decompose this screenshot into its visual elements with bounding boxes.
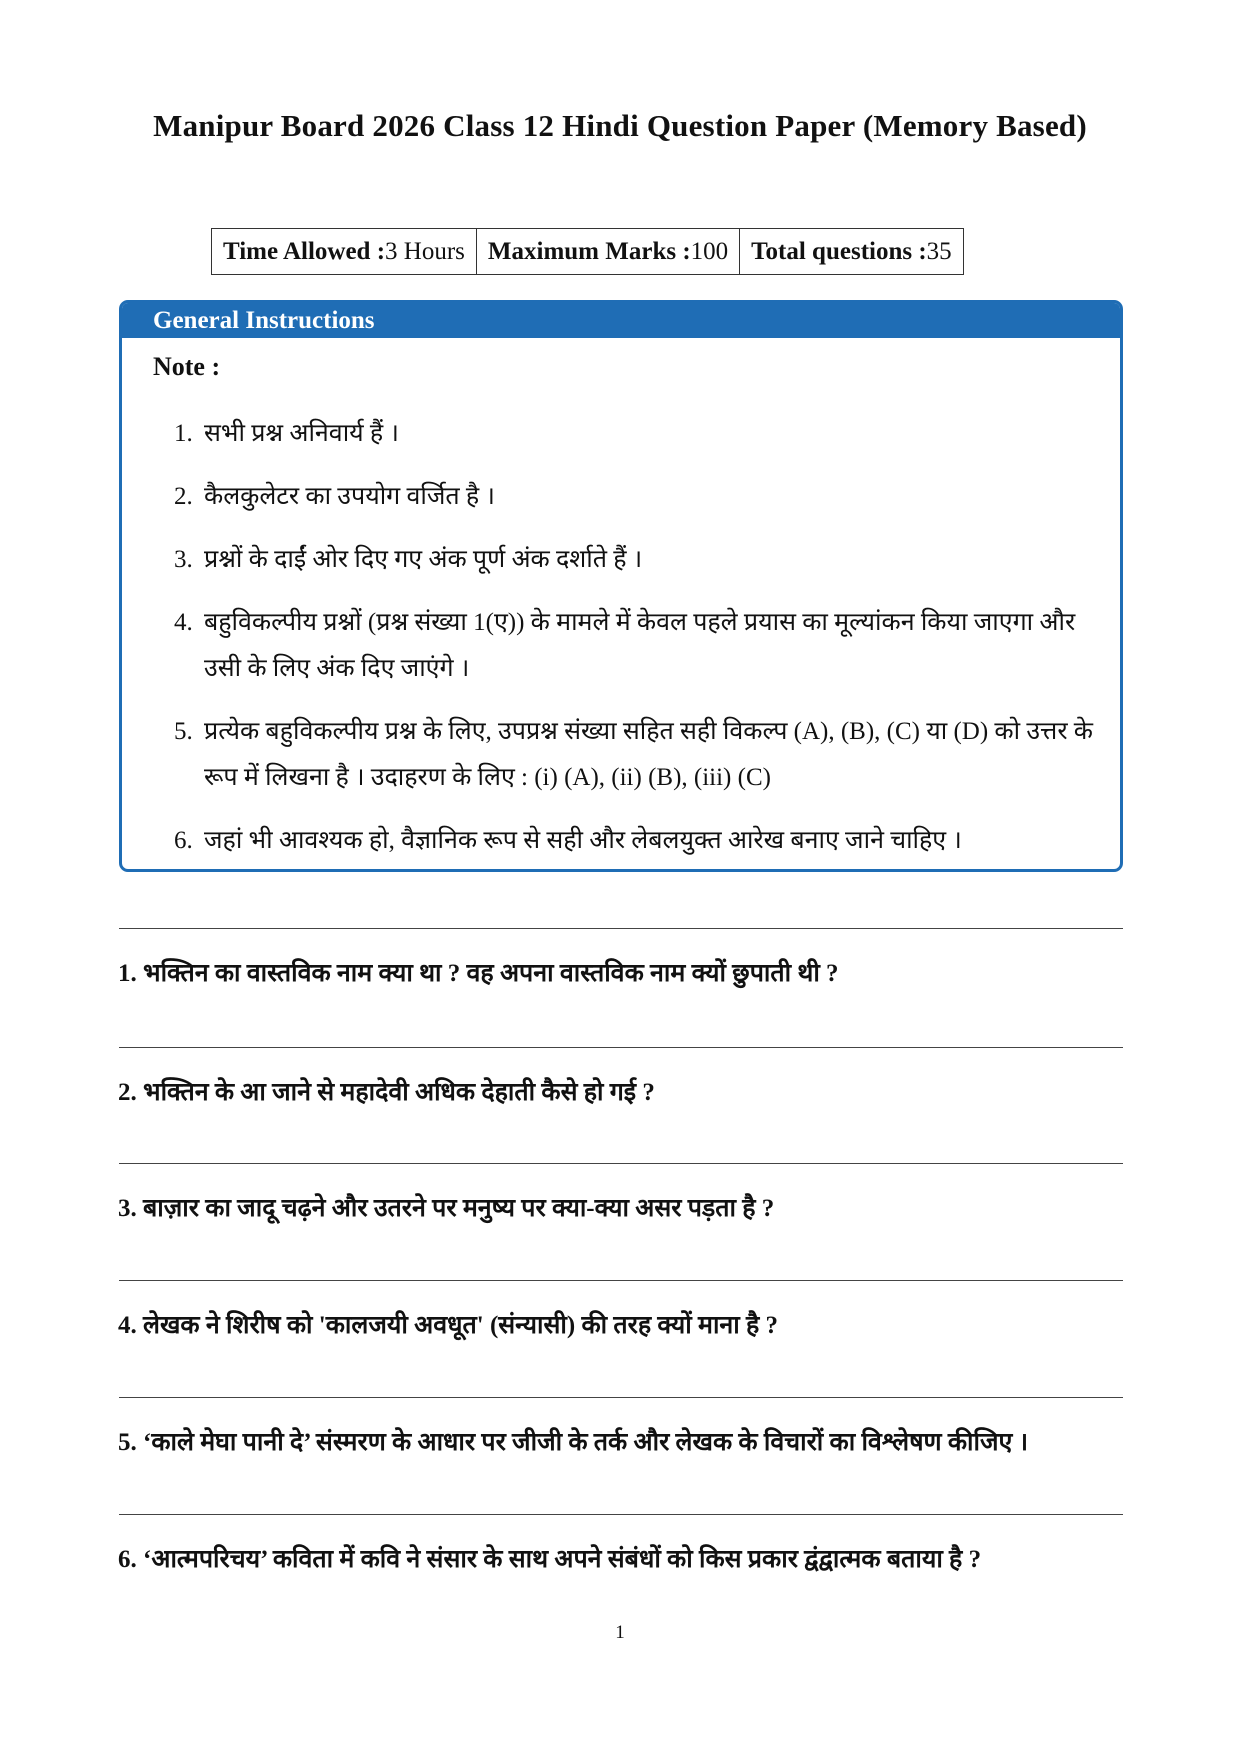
instruction-number: 6. — [174, 827, 193, 854]
exam-meta-table — [211, 228, 964, 275]
instruction-number: 1. — [174, 420, 193, 447]
instruction-item — [174, 537, 1094, 583]
instruction-text: प्रश्नों के दाईं ओर दिए गए अंक पूर्ण अंक दर्शाते हैं । — [204, 546, 643, 573]
maximum-marks-label: Maximum Marks : — [487, 237, 691, 265]
question-divider — [119, 1514, 1123, 1515]
question-divider — [119, 928, 1123, 929]
instruction-number: 2. — [174, 483, 193, 510]
instruction-item — [174, 709, 1094, 801]
instruction-number: 4. — [174, 609, 193, 636]
time-allowed-cell — [212, 229, 477, 274]
page-number: 1 — [615, 1622, 625, 1643]
question-divider — [119, 1397, 1123, 1398]
question-5: 5. ‘काले मेघा पानी दे’ संस्मरण के आधार पर जीजी के तर्क और लेखक के विचारों का विश्लेषण कीजिए । — [118, 1429, 1029, 1456]
question-divider — [119, 1163, 1123, 1164]
time-allowed-value: 3 Hours — [385, 237, 465, 265]
note-label: Note : — [153, 352, 221, 381]
question-6: 6. ‘आत्मपरिचय’ कविता में कवि ने संसार के साथ अपने संबंधों को किस प्रकार द्वंद्वात्मक बताया है ? — [118, 1546, 982, 1573]
general-instructions-box — [119, 300, 1123, 872]
question-1: 1. भक्तिन का वास्तविक नाम क्या था ? वह अपना वास्तविक नाम क्यों छुपाती थी ? — [118, 960, 839, 987]
maximum-marks-value: 100 — [690, 237, 729, 265]
question-2: 2. भक्तिन के आ जाने से महादेवी अधिक देहाती कैसे हो गई ? — [118, 1079, 655, 1106]
instruction-text: कैलकुलेटर का उपयोग वर्जित है । — [204, 483, 495, 510]
instruction-number: 5. — [174, 718, 193, 745]
general-instructions-heading: General Instructions — [122, 303, 1120, 338]
page-title: Manipur Board 2026 Class 12 Hindi Question Paper (Memory Based) — [153, 108, 1087, 143]
question-4: 4. लेखक ने शिरीष को 'कालजयी अवधूत' (संन्यासी) की तरह क्यों माना है ? — [118, 1312, 779, 1339]
instruction-item — [174, 474, 1094, 520]
question-divider — [119, 1280, 1123, 1281]
time-allowed-label: Time Allowed : — [223, 237, 386, 265]
question-divider — [119, 1047, 1123, 1048]
total-questions-label: Total questions : — [751, 237, 927, 265]
question-3: 3. बाज़ार का जादू चढ़ने और उतरने पर मनुष्य पर क्या-क्या असर पड़ता है ? — [118, 1195, 775, 1222]
instruction-item — [174, 818, 1094, 864]
instruction-list — [174, 411, 1094, 872]
instruction-text: जहां भी आवश्यक हो, वैज्ञानिक रूप से सही और लेबलयुक्त आरेख बनाए जाने चाहिए । — [204, 827, 962, 854]
instruction-number: 3. — [174, 546, 193, 573]
instruction-item — [174, 411, 1094, 457]
total-questions-value: 35 — [926, 237, 952, 265]
maximum-marks-cell — [477, 229, 740, 274]
instruction-text: बहुविकल्पीय प्रश्नों (प्रश्न संख्या 1(ए)) के मामले में केवल पहले प्रयास का मूल्यांकन किया जाएगा और उसी के लिए अंक दिए जाएंगे । — [204, 609, 1076, 682]
total-questions-cell — [740, 229, 963, 274]
instruction-text: सभी प्रश्न अनिवार्य हैं । — [204, 420, 399, 447]
instruction-text: प्रत्येक बहुविकल्पीय प्रश्न के लिए, उपप्रश्न संख्या सहित सही विकल्प (A), (B), (C) या (D) को उत्तर के रूप में लिखना है । उदाहरण के लिए : (i) (A), (ii) (B), (iii) (C) — [204, 718, 1094, 791]
instruction-item — [174, 600, 1094, 692]
